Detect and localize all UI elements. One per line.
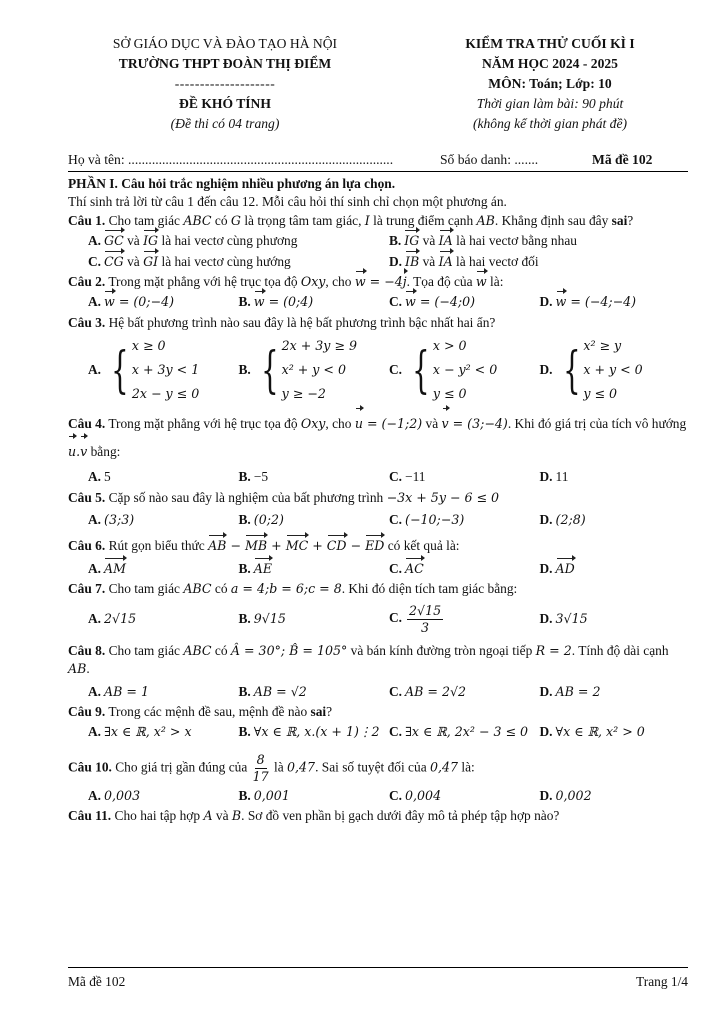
page-footer <box>68 967 688 989</box>
question-2-options <box>88 293 690 311</box>
question-4: Câu 4. Trong mặt phẳng với hệ trục tọa độ Oxy, cho u = (−1;2) và v = (3;−4). Khi đó giá trị của tích vô hướng u.v bằng: <box>68 410 690 466</box>
id-field[interactable]: Số báo danh: ....... <box>440 152 539 167</box>
question-5-options <box>88 511 690 529</box>
question-6-options <box>88 560 690 578</box>
option-4c[interactable]: C. −11 <box>389 469 426 485</box>
option-10d[interactable]: D. 0,002 <box>539 787 592 803</box>
question-1-options-row1 <box>88 232 690 250</box>
header-separator: -------------------- <box>174 76 276 91</box>
question-6: Câu 6. Rút gọn biểu thức AB − MB + MC + CD − ED có kết quả là: <box>68 537 690 555</box>
question-8-options <box>88 683 690 701</box>
subject: MÔN: Toán; Lớp: 10 <box>488 76 612 91</box>
question-3: Câu 3. Hệ bất phương trình nào sau đây là hệ bất phương trình bậc nhất hai ẩn? <box>68 314 496 330</box>
pages-note: (Đề thi có 04 trang) <box>170 116 280 131</box>
option-3d[interactable]: D. { x² ≥ y x + y < 0 y ≤ 0 <box>539 338 643 402</box>
option-3a[interactable]: A. { x ≥ 0 x + 3y < 1 2x − y ≤ 0 <box>88 338 200 402</box>
option-8c[interactable]: C. AB = 2√2 <box>389 683 466 699</box>
option-6b[interactable]: B. AE <box>239 560 390 578</box>
option-10b[interactable]: B. 0,001 <box>238 787 290 803</box>
option-8b[interactable]: B. AB = √2 <box>238 683 307 699</box>
question-10: Câu 10. Cho giá trị gần đúng của $\frac{8}{17}$ là 0,47. Sai số tuyệt đối của 0,47 là: <box>68 751 475 784</box>
option-2d[interactable]: D. w = (−4;−4) <box>540 293 691 311</box>
option-2b[interactable]: B. w = (0;4) <box>239 293 390 311</box>
option-7d[interactable]: D. 3√15 <box>539 610 588 626</box>
question-5: Câu 5. Cặp số nào sau đây là nghiệm của bất phương trình −3x + 5y − 6 ≤ 0 <box>68 489 500 505</box>
name-field[interactable]: Họ và tên: .............................................................................. <box>68 152 394 167</box>
option-5d[interactable]: D. (2;8) <box>539 512 586 528</box>
question-9-options <box>88 723 690 741</box>
question-7: Câu 7. Cho tam giác ABC có a = 4;b = 6;c = 8. Khi đó diện tích tam giác bằng: <box>68 581 518 597</box>
question-10-options <box>88 787 690 805</box>
option-9d[interactable]: D. ∀x ∈ ℝ, x² > 0 <box>539 724 645 740</box>
option-6a[interactable]: A. AM <box>88 560 239 578</box>
footer-exam-code: Mã đề 102 <box>68 974 126 989</box>
question-1: Câu 1. Cho tam giác ABC có G là trọng tâm tam giác, I là trung điểm cạnh AB. Khẳng định sau đây sai? <box>68 212 634 228</box>
info-rule <box>68 171 688 172</box>
option-9c[interactable]: C. ∃x ∈ ℝ, 2x² − 3 ≤ 0 <box>389 724 529 740</box>
option-6d[interactable]: D. AD <box>540 560 691 578</box>
header-left <box>60 34 390 134</box>
option-1d[interactable]: D. IB và IA là hai vectơ đối <box>389 253 690 271</box>
question-2: Câu 2. Trong mặt phẳng với hệ trục tọa độ Oxy, cho w = −4j. Tọa độ của w là: <box>68 273 690 291</box>
question-1-options-row2 <box>88 253 690 271</box>
option-5b[interactable]: B. (0;2) <box>238 512 284 528</box>
option-4d[interactable]: D. 11 <box>539 469 569 485</box>
header-right <box>400 34 700 134</box>
department-name: SỞ GIÁO DỤC VÀ ĐÀO TẠO HÀ NỘI <box>112 36 338 51</box>
question-9: Câu 9. Trong các mệnh đề sau, mệnh đề nào sai? <box>68 703 333 719</box>
exam-code: Mã đề 102 <box>592 152 653 167</box>
section-instruction: Thí sinh trả lời từ câu 1 đến câu 12. Mỗi câu hỏi thí sinh chỉ chọn một phương án. <box>68 194 507 210</box>
section-title: PHẦN I. Câu hỏi trắc nghiệm nhiều phương án lựa chọn. <box>68 176 396 191</box>
questions-content <box>68 175 690 826</box>
option-2c[interactable]: C. w = (−4;0) <box>389 293 540 311</box>
option-5c[interactable]: C. (−10;−3) <box>389 512 465 528</box>
school-year: NĂM HỌC 2024 - 2025 <box>482 56 618 71</box>
question-11: Câu 11. Cho hai tập hợp A và B. Sơ đồ ven phần bị gạch dưới đây mô tả phép tập hợp nào? <box>68 808 560 824</box>
question-3-options <box>88 334 690 406</box>
option-7c[interactable]: C. $\frac{2√15}{3}$ <box>389 602 442 635</box>
option-2a[interactable]: A. w = (0;−4) <box>88 293 239 311</box>
school-name: TRƯỜNG THPT ĐOÀN THỊ ĐIỂM <box>118 56 332 71</box>
question-7-options <box>88 603 690 636</box>
exam-title: KIỂM TRA THỬ CUỐI KÌ I <box>465 36 635 51</box>
question-8: Câu 8. Cho tam giác ABC có Â = 30°; B̂ = 105° và bán kính đường tròn ngoại tiếp R = 2. Tính độ dài cạnh AB. <box>68 642 669 677</box>
option-7b[interactable]: B. 9√15 <box>238 610 286 626</box>
option-8d[interactable]: D. AB = 2 <box>539 683 601 699</box>
option-10c[interactable]: C. 0,004 <box>389 787 442 803</box>
option-5a[interactable]: A. (3;3) <box>88 512 135 528</box>
footer-page-number: Trang 1/4 <box>636 974 688 989</box>
option-1b[interactable]: B. IG và IA là hai vectơ bằng nhau <box>389 232 690 250</box>
option-8a[interactable]: A. AB = 1 <box>88 683 149 699</box>
duration-note: (không kể thời gian phát đề) <box>472 116 628 131</box>
student-info <box>68 152 688 172</box>
question-4-options <box>88 468 690 486</box>
option-9b[interactable]: B. ∀x ∈ ℝ, x.(x + 1)⋮2 <box>238 724 380 740</box>
option-3c[interactable]: C. { x > 0 x − y² < 0 y ≤ 0 <box>389 338 498 402</box>
exam-type: ĐỀ KHÓ TÍNH <box>179 96 271 111</box>
option-6c[interactable]: C. AC <box>389 560 540 578</box>
option-4b[interactable]: B. −5 <box>238 469 269 485</box>
option-3b[interactable]: B. { 2x + 3y ≥ 9 x² + y < 0 y ≥ −2 <box>238 338 357 402</box>
duration: Thời gian làm bài: 90 phút <box>476 96 624 111</box>
option-1c[interactable]: C. CG và GI là hai vectơ cùng hướng <box>88 253 389 271</box>
option-7a[interactable]: A. 2√15 <box>88 610 137 626</box>
option-10a[interactable]: A. 0,003 <box>88 787 141 803</box>
option-1a[interactable]: A. GC và IG là hai vectơ cùng phương <box>88 232 389 250</box>
option-4a[interactable]: A. 5 <box>88 469 111 485</box>
option-9a[interactable]: A. ∃x ∈ ℝ, x² > x <box>88 724 192 740</box>
